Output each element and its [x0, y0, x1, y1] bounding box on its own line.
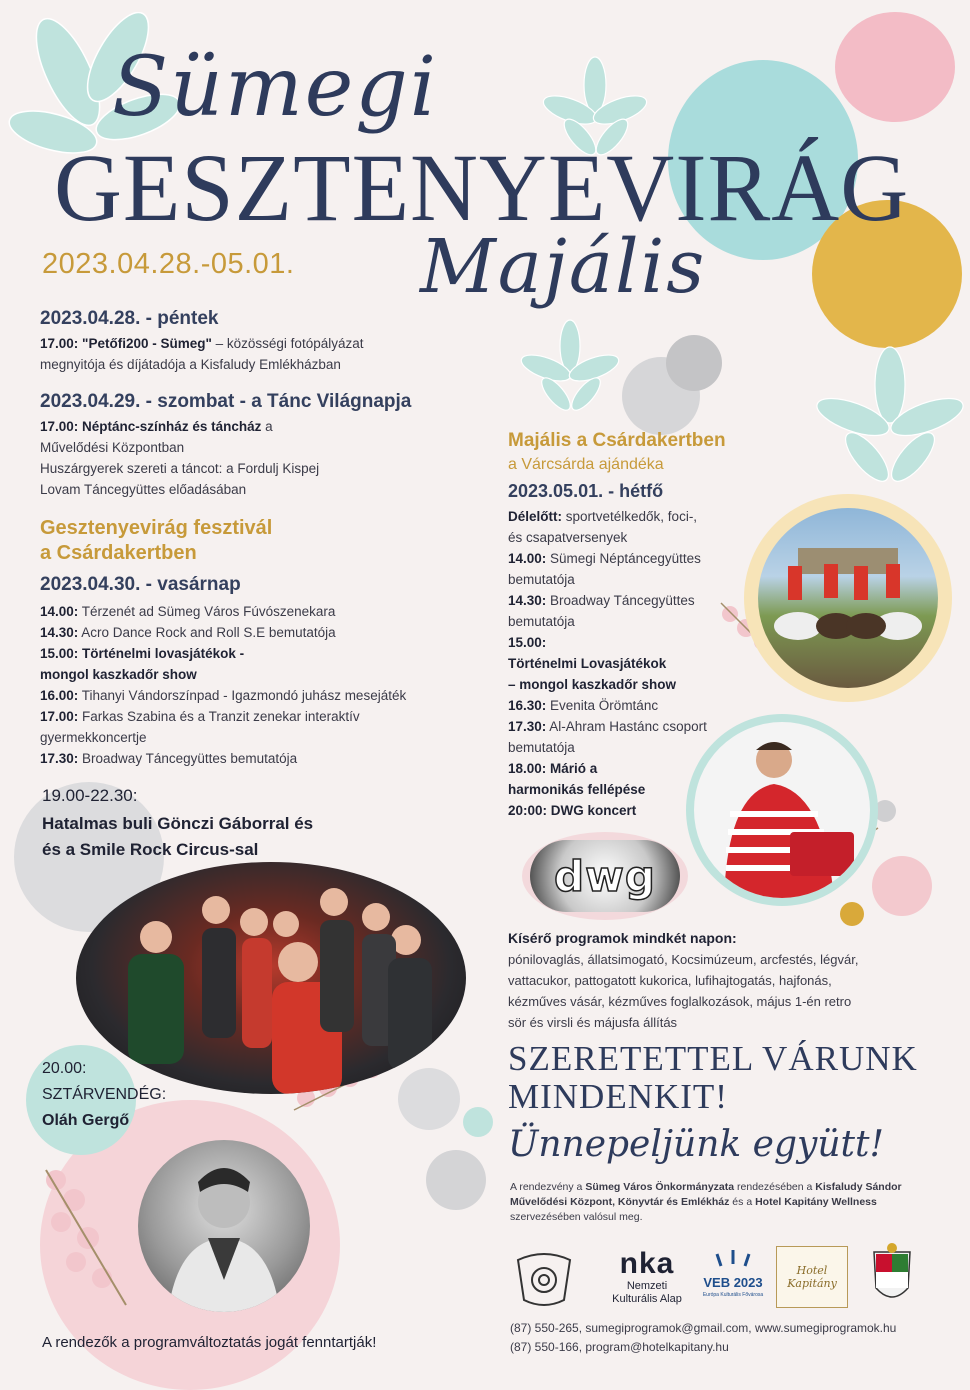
dwg-logo-text: dwg — [554, 851, 656, 901]
title-main: GESZTENYEVIRÁG — [54, 134, 910, 241]
nka-line1: Nemzeti — [626, 1280, 668, 1292]
list-item: – mongol kaszkadőr show — [508, 677, 677, 692]
veb-text: VEB 2023 — [703, 1275, 763, 1290]
horse-photo-placeholder — [758, 508, 938, 688]
majalis-sub: a Várcsárda ajándéka — [508, 456, 664, 473]
guest-time: 20.00: — [42, 1060, 87, 1077]
welcome-script: Ünnepeljünk együtt! — [508, 1124, 884, 1165]
list-item: 18.00: Márió a — [508, 761, 598, 776]
list-item: 14.30: Broadway Táncegyüttes — [508, 593, 695, 608]
list-item: 17.00: Néptánc-színház és táncház a — [40, 419, 273, 434]
date-range: 2023.04.28.-05.01. — [42, 248, 295, 280]
list-item: 17.00: "Petőfi200 - Sümeg" – közösségi fotópályázat — [40, 336, 364, 351]
festival-list — [40, 601, 460, 769]
majalis-day-heading: 2023.05.01. - hétfő — [508, 481, 664, 501]
list-item: megnyitója és díjátadója a Kisfaludy Emlékházban — [40, 357, 341, 372]
list-item: kézműves vásár, kézműves foglalkozások, május 1-én retro — [508, 994, 852, 1009]
deco-grey-dot-2 — [426, 1150, 486, 1210]
welcome-block — [508, 1040, 918, 1170]
horse-photo — [758, 508, 938, 688]
list-item: 15.00: — [508, 635, 547, 650]
list-item: sör és virsli és májusfa állítás — [508, 1015, 678, 1030]
day1-heading: 2023.04.28. - péntek — [40, 308, 219, 329]
list-item: 14.00: Térzenét ad Sümeg Város Fúvószenekara — [40, 604, 336, 619]
list-item: pónilovaglás, állatsimogató, Kocsimúzeum, arcfestés, légvár, — [508, 952, 859, 967]
deco-grey-dot-1 — [398, 1068, 460, 1130]
coat-of-arms-icon — [864, 1242, 920, 1308]
deco-gold-dot-right — [840, 902, 864, 926]
list-item: 15.00: Történelmi lovasjátékok - — [40, 646, 245, 661]
balloon-pink — [835, 12, 955, 122]
organizers-text: A rendezvény a Sümeg Város Önkormányzata rendezésében a Kisfaludy Sándor Művelődési Központ, Könyvtár és Emlékház és a Hotel Kapitány Wellness szervezésében valósul meg. — [510, 1181, 902, 1223]
list-item: Művelődési Központban — [40, 440, 185, 455]
title-script-sumegi: Sümegi — [112, 40, 438, 135]
contact-line2: (87) 550-166, program@hotelkapitany.hu — [510, 1340, 729, 1354]
party-line2: és a Smile Rock Circus-sal — [42, 840, 259, 859]
list-item: harmonikás fellépése — [508, 782, 646, 797]
list-item: 14.00: Sümegi Néptáncegyüttes — [508, 551, 701, 566]
sumeg-crest-icon — [508, 1246, 580, 1310]
list-item: Délelőtt: sportvetélkedők, foci-, — [508, 509, 698, 524]
guest-photo — [138, 1140, 310, 1312]
nka-logo — [602, 1248, 692, 1306]
contact-block — [510, 1319, 896, 1357]
party-line1: Hatalmas buli Gönczi Gáborral és — [42, 814, 314, 833]
side-programs-heading: Kísérő programok mindkét napon: — [508, 930, 737, 946]
list-item: Lovam Táncegyüttes előadásában — [40, 482, 247, 497]
list-item: 17.30: Al-Ahram Hastánc csoport — [508, 719, 707, 734]
chestnut-leaf-icon — [520, 318, 620, 418]
majalis-heading: Majális a Csárdakertben — [508, 430, 726, 451]
deco-mint-dot — [463, 1107, 493, 1137]
day2-heading: 2023.04.29. - szombat - a Tánc Világnapja — [40, 391, 412, 412]
list-item: 16.00: Tihanyi Vándorszínpad - Igazmondó juhász mesejáték — [40, 688, 407, 703]
deco-pink-blob-right — [872, 856, 932, 916]
guest-block — [42, 1058, 166, 1134]
guest-photo-placeholder — [138, 1140, 310, 1312]
accordion-photo — [694, 722, 870, 898]
title-sub-majalis: Majális — [420, 224, 707, 310]
list-item: bemutatója — [508, 572, 575, 587]
list-item: bemutatója — [508, 740, 575, 755]
welcome-line1: SZERETETTEL VÁRUNK — [508, 1039, 918, 1078]
chestnut-leaf-icon — [815, 345, 965, 495]
list-item: Huszárgyerek szereti a táncot: a Fordulj Kispej — [40, 461, 320, 476]
party-block — [42, 784, 313, 862]
majalis-heading-block — [508, 428, 726, 477]
dwg-logo — [530, 840, 680, 912]
list-item: 16.30: Evenita Örömtánc — [508, 698, 659, 713]
list-item: 17.00: Farkas Szabina és a Tranzit zenekar interaktív — [40, 709, 360, 724]
list-item: 14.30: Acro Dance Rock and Roll S.E bemutatója — [40, 625, 336, 640]
hotel-kapitany-logo — [776, 1246, 848, 1308]
veb-logo — [696, 1246, 770, 1299]
festival-day-heading: 2023.04.30. - vasárnap — [40, 574, 241, 595]
list-item: és csapatversenyek — [508, 530, 628, 545]
party-time: 19.00-22.30: — [42, 786, 138, 805]
list-item: 20:00: DWG koncert — [508, 803, 637, 818]
veb-rays-icon — [713, 1246, 753, 1270]
list-item: 17.30: Broadway Táncegyüttes bemutatója — [40, 751, 298, 766]
list-item: vattacukor, pattogatott kukorica, lufihajtogatás, hajfonás, — [508, 973, 832, 988]
day2-list — [40, 416, 440, 500]
day1-list — [40, 333, 440, 375]
festival-heading: Gesztenyevirág fesztivál a Csárdakertben — [40, 517, 273, 564]
list-item: gyermekkoncertje — [40, 730, 147, 745]
welcome-line2: MINDENKIT! — [508, 1077, 728, 1116]
list-item: bemutatója — [508, 614, 575, 629]
guest-label: SZTÁRVENDÉG: — [42, 1086, 167, 1103]
hotel-logo-text: Hotel Kapitány — [787, 1264, 837, 1290]
side-programs — [508, 928, 908, 1033]
list-item: Történelmi Lovasjátékok — [508, 656, 667, 671]
nka-line2: Kulturális Alap — [612, 1293, 682, 1305]
list-item: mongol kaszkadőr show — [40, 667, 197, 682]
veb-small-text: Európa Kulturális Fővárosa — [702, 1292, 764, 1298]
footer-note: A rendezők a programváltoztatás jogát fenntartják! — [42, 1334, 377, 1351]
guest-name: Oláh Gergő — [42, 1112, 130, 1129]
nka-mark: nka — [619, 1247, 675, 1280]
deco-grey-circle-top2 — [666, 335, 722, 391]
accordion-photo-placeholder — [694, 722, 870, 898]
contact-line1: (87) 550-265, sumegiprogramok@gmail.com, www.sumegiprogramok.hu — [510, 1321, 897, 1335]
